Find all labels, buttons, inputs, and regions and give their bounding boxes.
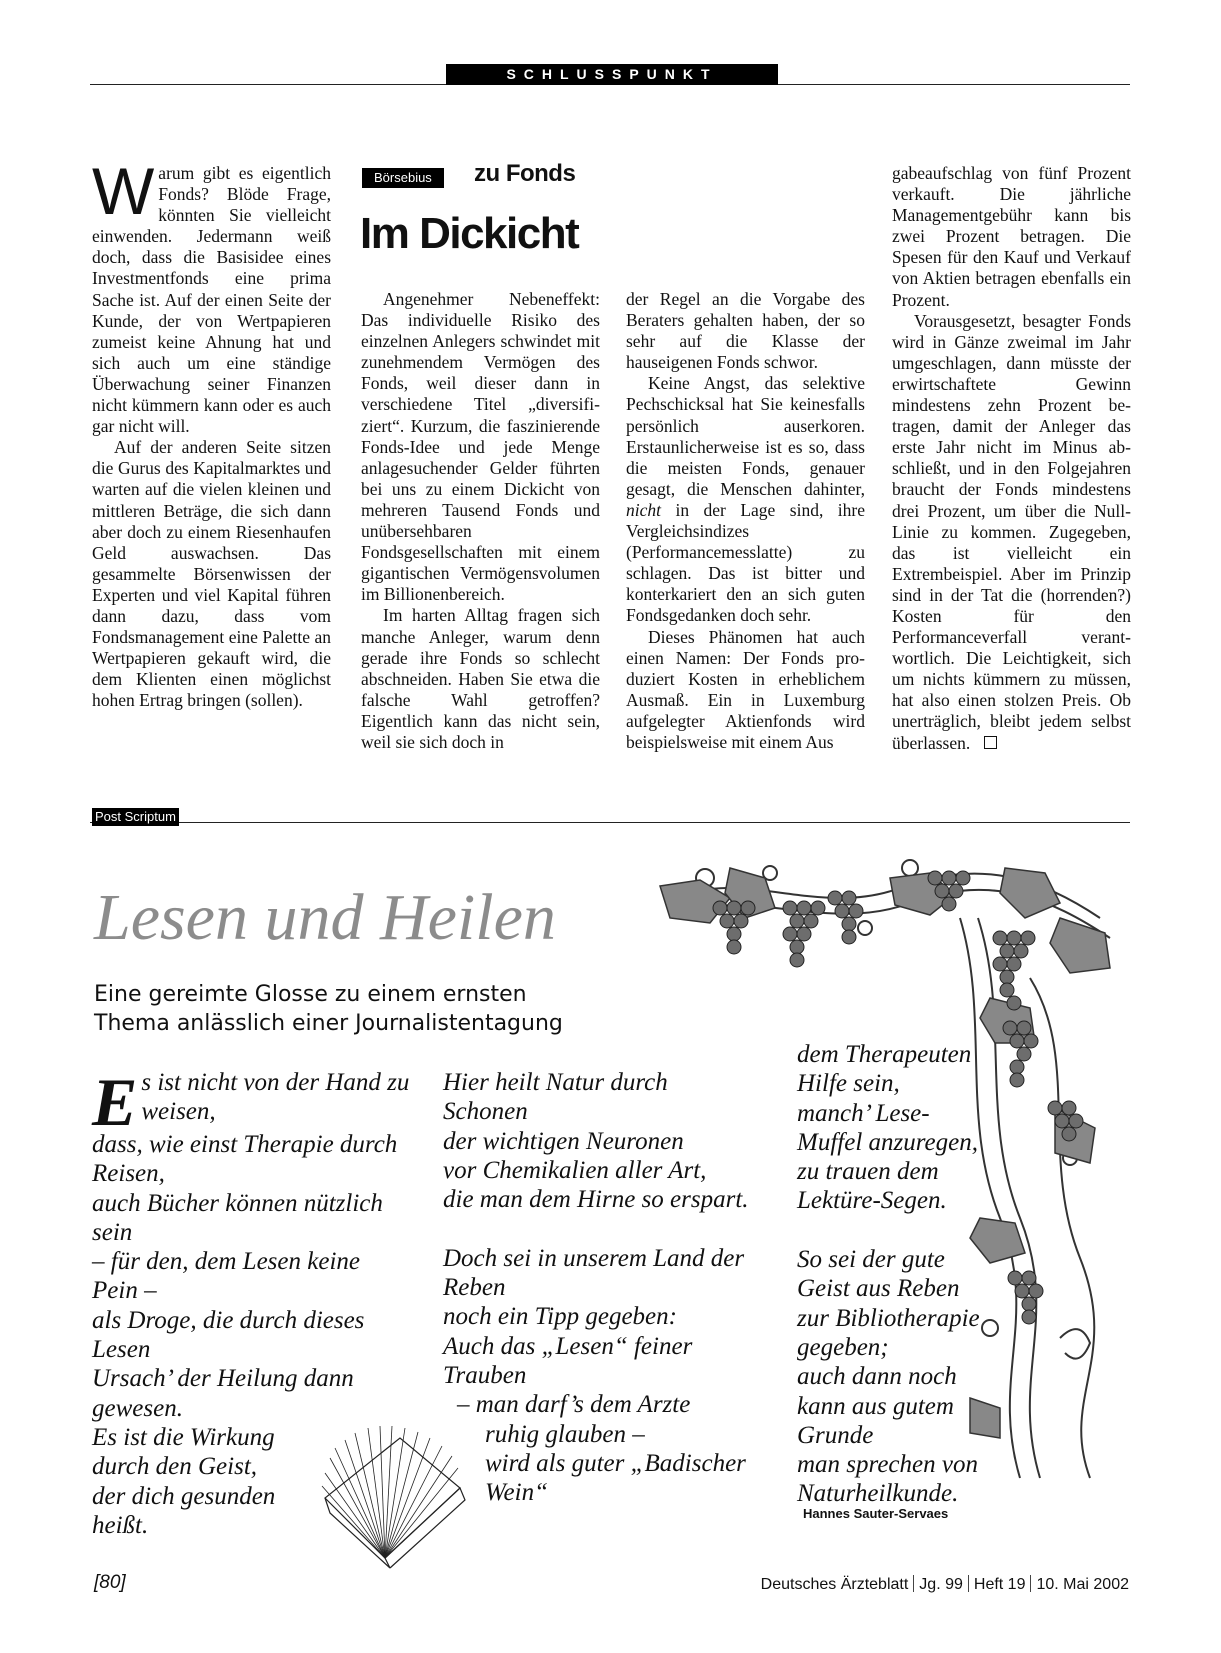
- footer-citation: [761, 1575, 1129, 1594]
- poem-column-1: [92, 1064, 422, 1540]
- poem-column-2: [443, 1068, 773, 1507]
- poem-line: durch den Geist,: [92, 1453, 258, 1481]
- paragraph: der Regel an die Vorgabe des Beraters gehalten haben, der so sehr auf die Klasse der hauseigenen Fonds schwor.: [626, 289, 865, 373]
- poem-line: noch ein Tipp gegeben:: [443, 1303, 677, 1331]
- poem-line: ruhig glauben –: [485, 1420, 645, 1448]
- poem-line: auch dann noch: [797, 1363, 957, 1391]
- page-number: [80]: [94, 1572, 126, 1593]
- paragraph-text: arum gibt es eigentlich Fonds? Blöde Frage, könnten Sie vielleicht einwenden. Jedermann weiß doch, dass die Basisidee eines Investmentfonds eine prima Sache ist. Auf der einen Seite der Kunde, der von Wertpapieren zumeist keine Ahnung hat und sich auch um eine ständige Überwachung seiner Finanzen nicht kümmern kann oder es auch gar nicht will.: [92, 163, 331, 437]
- divider: [913, 1575, 914, 1592]
- poem-line: Lesen: [92, 1336, 151, 1364]
- stanza-gap: [443, 1214, 773, 1243]
- poem-line: vor Chemikalien aller Art,: [443, 1156, 707, 1184]
- divider: [968, 1575, 969, 1592]
- poem-line: der dich gesunden: [92, 1482, 276, 1510]
- article-headline: Im Dickicht: [360, 209, 579, 258]
- poem-line: Muffel anzuregen,: [797, 1128, 978, 1156]
- paragraph: [92, 154, 331, 437]
- poem-line: Trauben: [443, 1361, 527, 1389]
- poem-line: Reisen,: [92, 1160, 165, 1188]
- poem-line: man sprechen von: [797, 1451, 978, 1479]
- poem-line: sein: [92, 1218, 133, 1246]
- poem-line: weisen,: [141, 1098, 216, 1126]
- postscriptum-title: Lesen und Heilen: [94, 881, 556, 954]
- postscriptum-rule: [90, 822, 1130, 823]
- article-subtitle: zu Fonds: [474, 160, 576, 187]
- poem-author: Hannes Sauter-Servaes: [803, 1506, 949, 1521]
- paragraph-text: Keine Angst, das selektive Pechschicksal hat Sie keinesfalls persönlich auserkoren. Erstaunlicherweise ist es so, dass die meisten Fonds, genauer gesagt, die Menschen dahinter,: [626, 373, 865, 499]
- poem-line: – man darf’s dem Arzte: [457, 1391, 691, 1419]
- poem-line: Es ist die Wirkung: [92, 1423, 275, 1451]
- poem-line: Ursach’ der Heilung dann: [92, 1365, 354, 1393]
- paragraph: Angenehmer Nebeneffekt: Das individuelle Risiko des einzelnen Anlegers schwindet mit zunehmendem Vermögen des Fonds, weil dieser dann in verschiedene Titel „diversifiziert“. Kurzum, die faszinierende Fonds-Idee und jede Menge anlagesuchender Gelder führten bei uns zu einem Dickicht von mehreren Tausend Fonds und unübersehbaren Fondsgesellschaften mit einem gigantischen Vermögensvolumen im Billionenbereich.: [361, 289, 600, 605]
- paragraph: [626, 373, 865, 626]
- poem-line: Grunde: [797, 1421, 874, 1449]
- poem-line-text: s ist nicht von der Hand zu: [141, 1069, 410, 1096]
- poem-line: als Droge, die durch dieses: [92, 1306, 365, 1334]
- poem-line: auch Bücher können nützlich: [92, 1189, 383, 1217]
- poem-line: dem Therapeuten: [797, 1041, 972, 1068]
- poem-line: – für den, dem Lesen keine: [92, 1248, 360, 1276]
- poem-line: die man dem Hirne so erspart.: [443, 1186, 749, 1214]
- poem-line: zur Bibliotherapie: [797, 1304, 980, 1332]
- article-column-1: [92, 154, 331, 711]
- article-column-4: [892, 163, 1131, 754]
- paragraph-text: in der Lage sind, ihre Vergleichsindizes (Performancemesslatte) zu schlagen. Das ist bitter und konterkariert den an sich guten Fondsgedanken doch sehr.: [626, 499, 865, 626]
- section-header: SCHLUSSPUNKT: [446, 64, 778, 85]
- poem-line: Wein“: [485, 1479, 548, 1507]
- poem-line: manch’ Lese-: [797, 1099, 930, 1127]
- postscriptum-lead: [94, 980, 654, 1038]
- issue: Heft 19: [973, 1576, 1026, 1593]
- paragraph: Im harten Alltag fragen sich manche Anleger, warum denn gerade ihre Fonds so schlecht abschneiden. Haben Sie etwa die falsche Wahl getroffen? Eigentlich kann das nicht sein, weil sie sich doch in: [361, 605, 600, 752]
- poem-line: Geist aus Reben: [797, 1275, 960, 1303]
- end-square-icon: [984, 736, 997, 749]
- drop-cap: E: [92, 1064, 138, 1140]
- poem-line: So sei der gute: [797, 1246, 945, 1274]
- poem-line: dass, wie einst Therapie durch: [92, 1131, 398, 1158]
- poem-line: Hilfe sein,: [797, 1070, 900, 1098]
- poem-line: Lektüre-Segen.: [797, 1187, 947, 1215]
- journal-name: Deutsches Ärzteblatt: [760, 1576, 909, 1593]
- poem-line: der wichtigen Neuronen: [443, 1127, 684, 1155]
- article-column-3: [626, 289, 865, 753]
- divider: [1030, 1575, 1031, 1592]
- paragraph-text: Vorausgesetzt, besagter Fonds wird in Gänze zweimal im Jahr umgeschlagen, dann müsste der erwirtschaftete Gewinn mindestens zehn Prozent betragen, damit der Anleger das erste Jahr nicht im Minus abschließt, und in den Folgejahren braucht der Fonds mindestens drei Prozent, um über die Null-Linie zu kommen. Zugegeben, das ist vielleicht ein Extrembeispiel. Aber im Prinzip sind in der Tat die (horrenden?) Kosten für den Performanceverfall verantwortlich. Die Leichtigkeit, sich um nichts kümmern zu müssen, hat also einen stolzen Preis. Ob unerträglich, bleibt jedem selbst überlassen.: [892, 310, 1131, 753]
- poem-line: kann aus gutem: [797, 1392, 954, 1420]
- poem-line: Reben: [443, 1274, 506, 1302]
- paragraph: gabeaufschlag von fünf Prozent verkauft. Die jährliche Managementgebühr kann bis zwei Prozent betragen. Die Spesen für den Kauf und Verkauf von Aktien betragen ebenfalls ein Prozent.: [892, 163, 1131, 310]
- article-column-2: [361, 289, 600, 753]
- postscriptum-tag: Post Scriptum: [92, 808, 179, 826]
- poem-line: heißt.: [92, 1511, 149, 1539]
- lead-line: Eine gereimte Glosse zu einem ernsten: [94, 982, 527, 1007]
- drop-cap: W: [92, 154, 155, 228]
- column-rubric: Börsebius: [362, 168, 444, 188]
- paragraph: [892, 311, 1131, 754]
- poem-line: Hier heilt Natur durch: [443, 1069, 668, 1096]
- poem-line: Pein –: [92, 1277, 157, 1305]
- poem-column-3: [797, 1040, 1037, 1509]
- poem-line: Schonen: [443, 1098, 528, 1126]
- poem-line: wird als guter „Badischer: [485, 1449, 746, 1477]
- poem-line: gegeben;: [797, 1333, 889, 1361]
- poem-line: gewesen.: [92, 1394, 183, 1422]
- volume: Jg. 99: [919, 1576, 963, 1593]
- poem-line: Doch sei in unserem Land der: [443, 1244, 745, 1272]
- paragraph: Dieses Phänomen hat auch einen Namen: Der Fonds produziert Kosten in erheblichem Ausmaß. Ein in Luxemburg aufgelegter Aktienfonds wird beispielsweise mit einem Aus: [626, 626, 865, 752]
- issue-date: 10. Mai 2002: [1036, 1576, 1129, 1593]
- stanza-gap: [797, 1216, 1037, 1245]
- poem-line: Naturheilkunde.: [797, 1480, 959, 1508]
- poem-line: Auch das „Lesen“ feiner: [443, 1332, 693, 1360]
- paragraph: Auf der anderen Seite sitzen die Gurus des Kapitalmarktes und warten auf die vielen kleinen und mittleren Beträge, die sich dann aber doch zu einem Riesenhaufen Geld auswachsen. Das gesammelte Börsenwissen der Experten und viel Kapital führen dann dazu, dass vom Fondsmanagement eine Palette an Wertpapieren gekauft wird, die dem Klienten einen möglichst hohen Ertrag bringen (sollen).: [92, 437, 331, 711]
- poem-line: zu trauen dem: [797, 1158, 939, 1186]
- emphasis: nicht: [626, 499, 661, 520]
- lead-line: Thema anlässlich einer Journalistentagung: [94, 1011, 563, 1036]
